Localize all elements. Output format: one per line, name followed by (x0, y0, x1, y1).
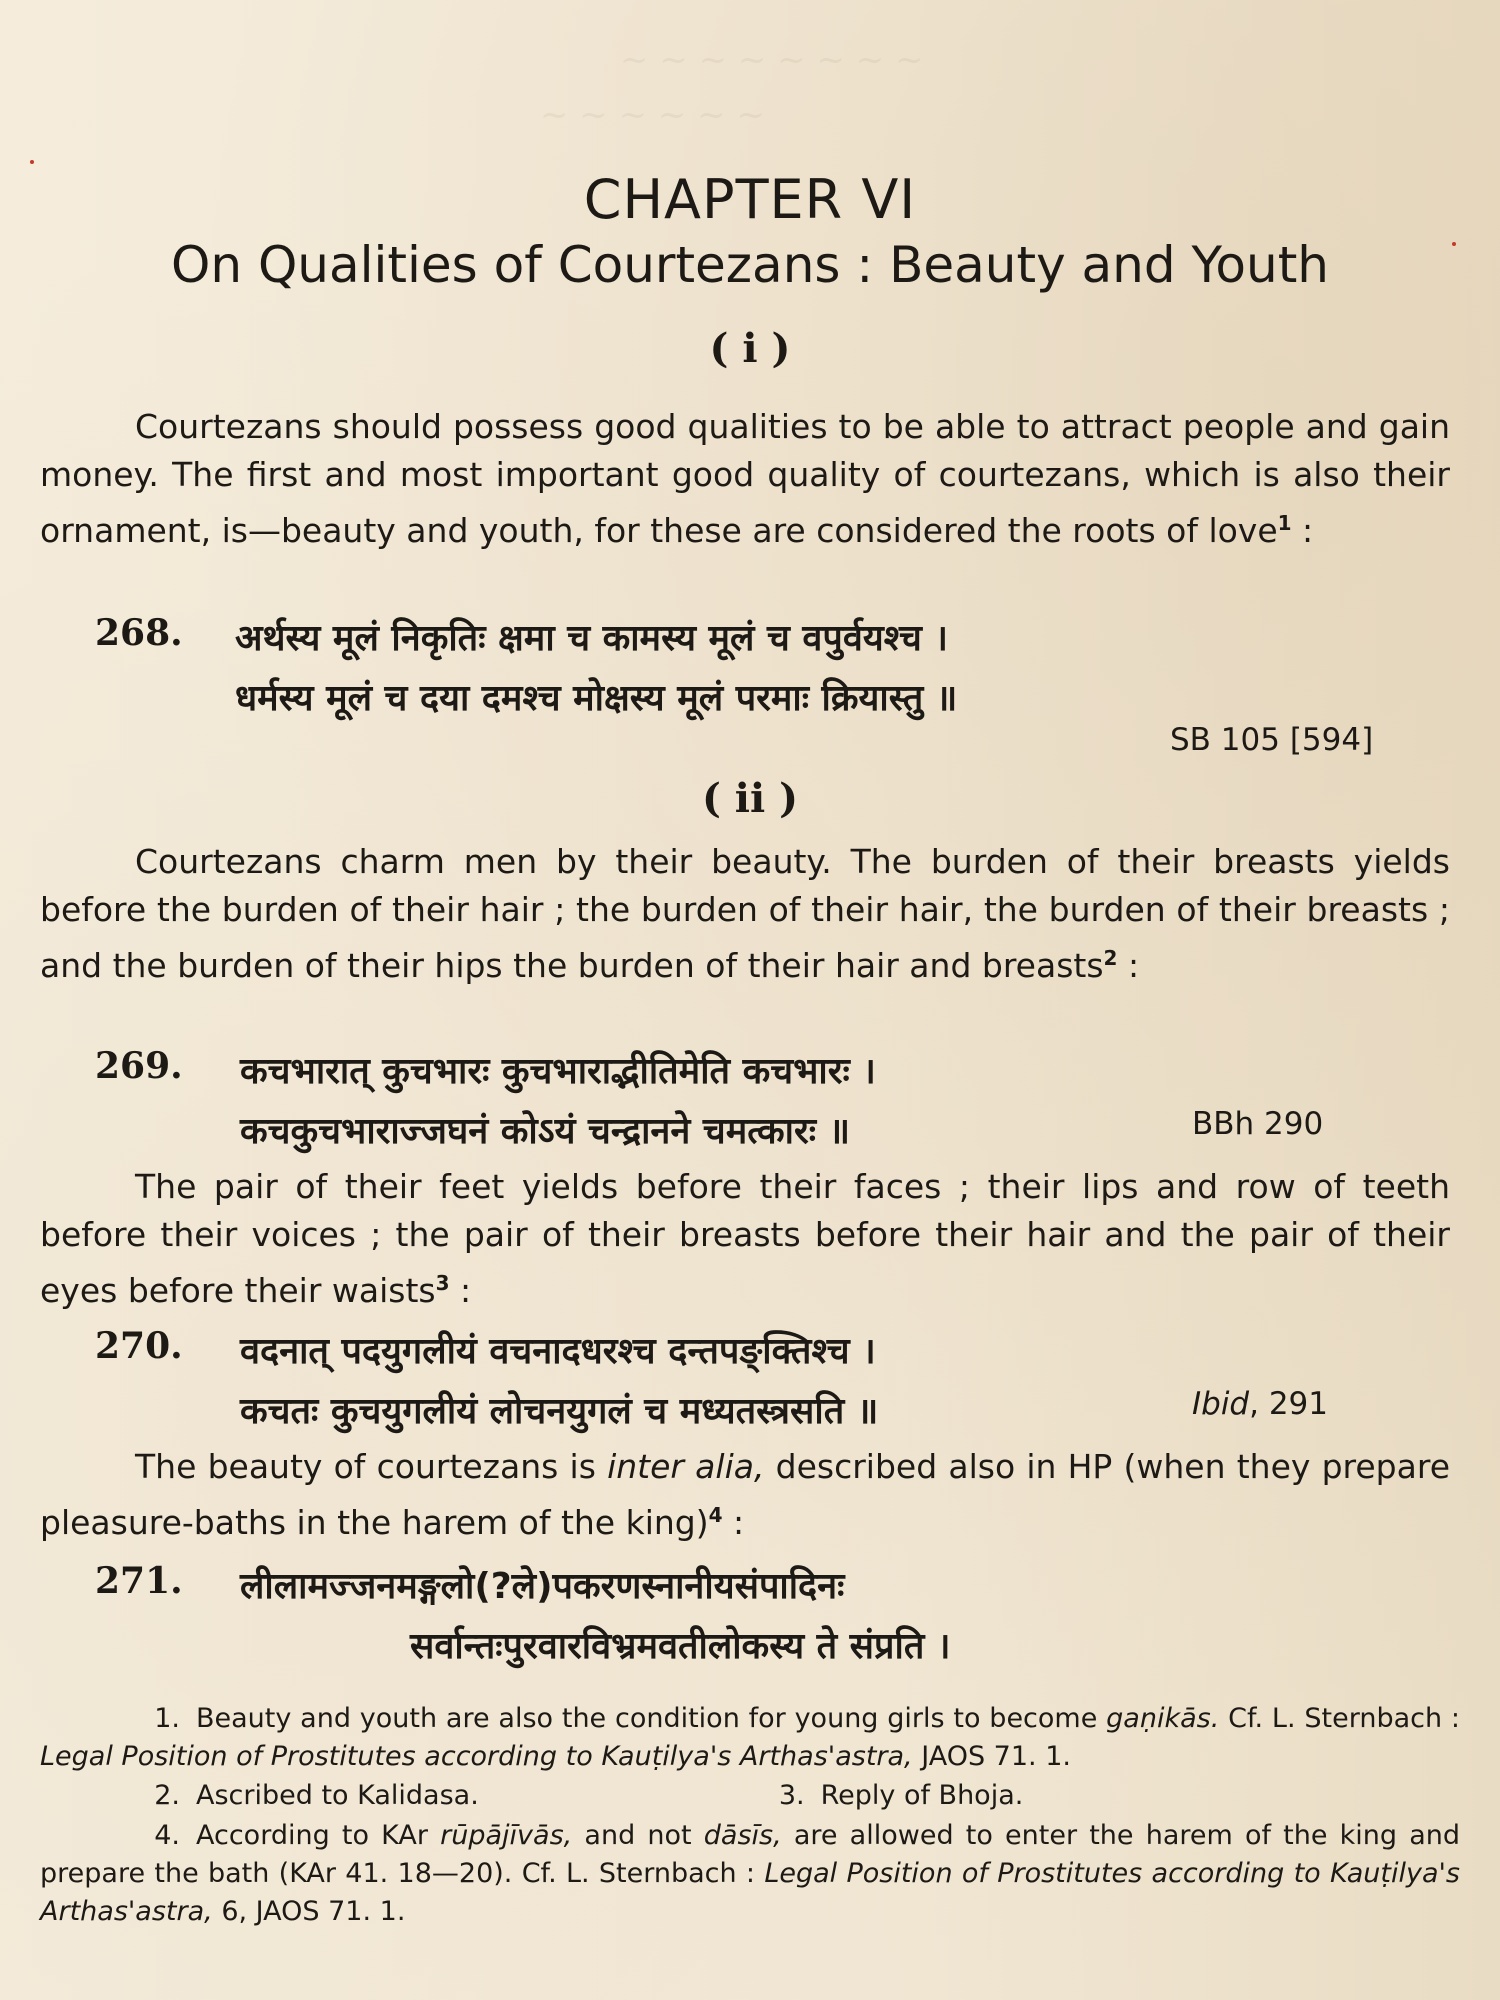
source-page: , 291 (1249, 1386, 1329, 1422)
chapter-subtitle: On Qualities of Courtezans : Beauty and Youth (171, 236, 1329, 294)
verse-source: BBh 290 (1192, 1106, 1324, 1142)
sanskrit-line: कचकुचभाराज्जघनं कोऽयं चन्द्रानने चमत्कारः ॥ (240, 1111, 851, 1152)
source-ibid: Ibid (1192, 1386, 1250, 1422)
paragraph-text: Courtezans should possess good qualities to be able to attract people and gain money. The first and most important good quality of courtezans, which is also their ornament, is—beauty and youth, for these are considered the roots of love (40, 407, 1450, 550)
verse-number-270: 270. (95, 1325, 183, 1367)
paragraph-tail: : (449, 1271, 472, 1310)
footnote-number: 2. (154, 1780, 180, 1811)
footnote-ref: 3 (435, 1271, 450, 1295)
footnote-text: and not (572, 1820, 704, 1851)
bleed-through-text: ~ ~ ~ ~ ~ ~ (540, 95, 765, 135)
paragraph-3 (40, 1163, 1450, 1315)
bleed-through-text: ~ ~ ~ ~ ~ ~ ~ ~ (620, 40, 924, 80)
footnote-italic: gaṇikās. (1106, 1703, 1220, 1734)
sanskrit-line: सर्वान्तःपुरवारविभ्रमवतीलोकस्य ते संप्रति । (410, 1626, 951, 1667)
footnote-text: are allowed to enter the harem of the king and prepare the bath (KAr 41. 18—20). Cf. L. Sternbach : (40, 1820, 1460, 1889)
paragraph-2 (40, 838, 1450, 990)
verse-number-269: 269. (95, 1045, 183, 1087)
sanskrit-line: कचतः कुचयुगलीयं लोचनयुगलं च मध्यतस्त्रसति ॥ (240, 1391, 879, 1432)
footnote-1 (40, 1700, 1460, 1776)
footnote-row-2-3 (40, 1777, 1460, 1815)
ink-spot (30, 160, 34, 164)
sanskrit-line: कचभारात् कुचभारः कुचभाराद्भीतिमेति कचभारः । (240, 1051, 876, 1092)
paragraph-4 (40, 1443, 1450, 1547)
footnote-ref: 4 (708, 1503, 723, 1527)
footnote-text: 6, JAOS 71. 1. (212, 1896, 406, 1927)
paragraph-text: described also in HP (when they prepare pleasure-baths in the harem of the king) (40, 1447, 1451, 1542)
sanskrit-line: वदनात् पदयुगलीयं वचनादधरश्च दन्तपङ्क्तिश्च । (240, 1331, 876, 1372)
footnote-text: JAOS 71. 1. (912, 1741, 1071, 1772)
footnote-text: Reply of Bhoja. (820, 1780, 1024, 1811)
footnote-text: Cf. L. Sternbach : (1219, 1703, 1461, 1734)
latin-phrase: inter alia, (607, 1447, 765, 1486)
verse-number-268: 268. (95, 612, 183, 654)
footnote-italic: Legal Position of Prostitutes according to Kauṭilya's Arthas'astra, (40, 1858, 1460, 1927)
paragraph-tail: : (1291, 511, 1314, 550)
sanskrit-line: अर्थस्य मूलं निकृतिः क्षमा च कामस्य मूलं च वपुर्वयश्च । (235, 618, 949, 659)
footnote-ref: 1 (1277, 511, 1292, 535)
sanskrit-line: लीलामज्जनमङ्गलो(?ले)पकरणस्नानीयसंपादिनः (240, 1566, 845, 1607)
footnote-text: Beauty and youth are also the condition for young girls to become (196, 1703, 1107, 1734)
footnote-number: 1. (154, 1703, 180, 1734)
paragraph-text: Courtezans charm men by their beauty. The burden of their breasts yields before the burden of their hair ; the burden of their hair, the burden of their breasts ; and the burden of their hips the burden of their hair and breasts (40, 842, 1450, 985)
footnote-ref: 2 (1103, 946, 1118, 970)
footnote-number: 3. (778, 1780, 805, 1811)
section-marker-ii: ( ii ) (701, 775, 799, 822)
footnote-number: 4. (154, 1820, 180, 1851)
footnote-text: Ascribed to Kalidasa. (196, 1780, 479, 1811)
verse-source: SB 105 [594] (1170, 722, 1374, 758)
chapter-heading: CHAPTER VI (583, 168, 917, 231)
paragraph-1 (40, 403, 1450, 555)
footnote-4 (40, 1817, 1460, 1931)
section-marker-i: ( i ) (709, 325, 791, 372)
sanskrit-line: धर्मस्य मूलं च दया दमश्च मोक्षस्य मूलं परमाः क्रियास्तु ॥ (235, 678, 958, 719)
paragraph-tail: : (722, 1503, 745, 1542)
paragraph-text: The beauty of courtezans is (135, 1447, 608, 1486)
footnote-italic: dāsīs, (703, 1820, 782, 1851)
footnote-italic: Legal Position of Prostitutes according to Kauṭilya's Arthas'astra, (40, 1741, 913, 1772)
paragraph-text: The pair of their feet yields before their faces ; their lips and row of teeth before their voices ; the pair of their breasts before their hair and the pair of their eyes before their waists (40, 1167, 1450, 1310)
paragraph-tail: : (1117, 946, 1140, 985)
verse-source (1192, 1386, 1328, 1422)
verse-number-271: 271. (95, 1560, 183, 1602)
footnote-text: According to KAr (196, 1820, 441, 1851)
footnote-italic: rūpājīvās, (440, 1820, 573, 1851)
